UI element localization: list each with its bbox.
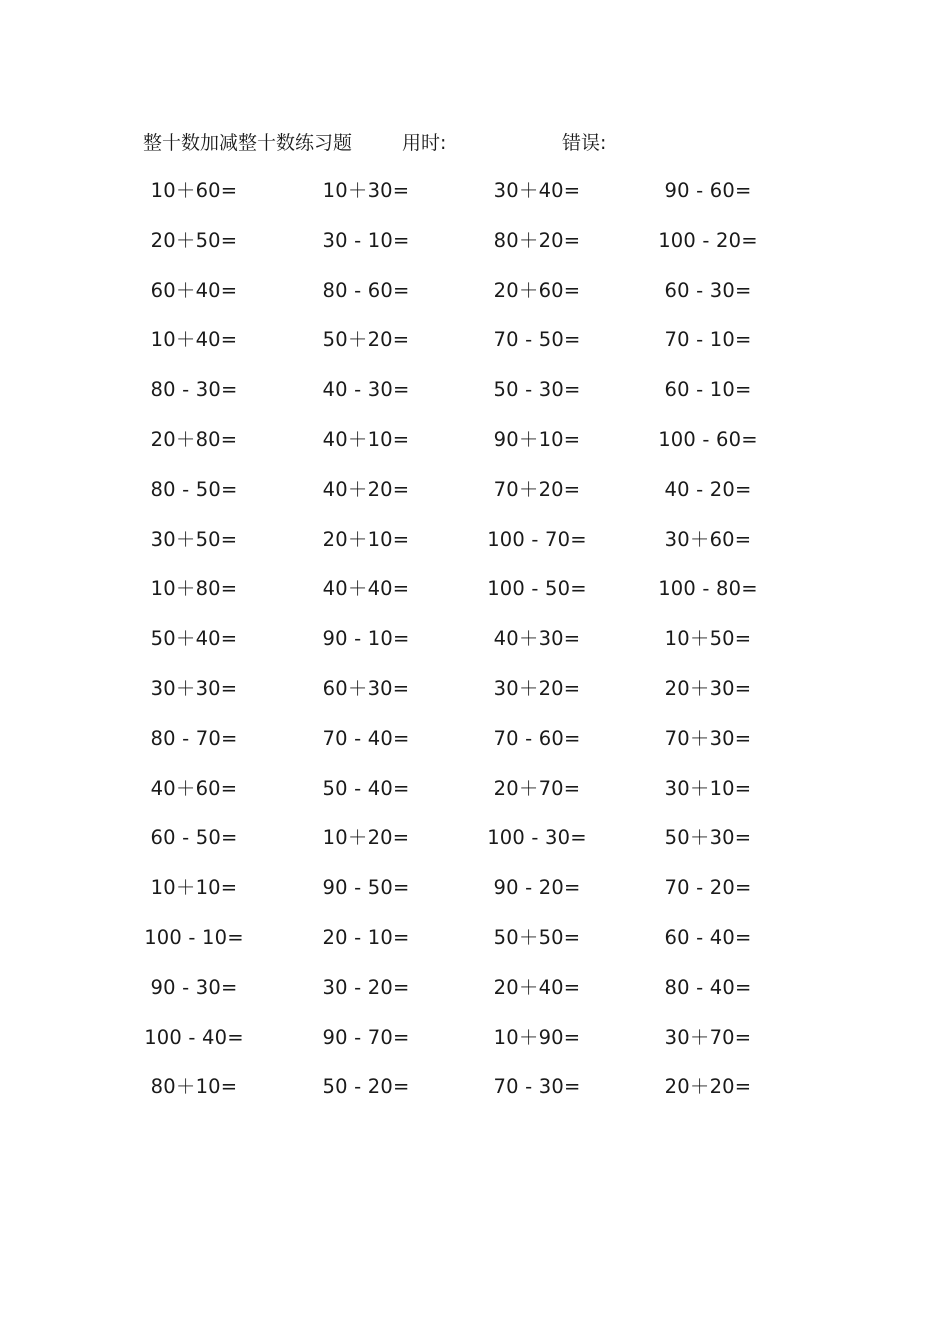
arithmetic-problem: 20＋50= — [150, 228, 238, 252]
arithmetic-problem: 50＋30= — [664, 826, 752, 850]
arithmetic-problem: 40＋30= — [493, 627, 581, 651]
arithmetic-problem: 70 - 50= — [493, 328, 581, 352]
arithmetic-problem: 30＋30= — [150, 676, 238, 700]
arithmetic-problem: 30 - 20= — [322, 975, 410, 999]
arithmetic-problem: 90 - 10= — [322, 627, 410, 651]
problem-row — [0, 619, 950, 669]
arithmetic-problem: 60 - 10= — [664, 378, 752, 402]
problem-row — [0, 320, 950, 370]
problem-row — [0, 719, 950, 769]
problem-row — [0, 171, 950, 221]
arithmetic-problem: 80 - 50= — [150, 477, 238, 501]
arithmetic-problem: 50 - 40= — [322, 776, 410, 800]
arithmetic-problem: 20 - 10= — [322, 925, 410, 949]
problem-row — [0, 669, 950, 719]
arithmetic-problem: 100 - 80= — [658, 577, 758, 601]
arithmetic-problem: 20＋10= — [322, 527, 410, 551]
arithmetic-problem: 100 - 60= — [658, 427, 758, 451]
time-used-label: 用时: — [402, 132, 447, 154]
arithmetic-problem: 40＋60= — [150, 776, 238, 800]
arithmetic-problem: 80＋10= — [150, 1075, 238, 1099]
arithmetic-problem: 80 - 30= — [150, 378, 238, 402]
arithmetic-problem: 50＋50= — [493, 925, 581, 949]
arithmetic-problem: 70 - 20= — [664, 876, 752, 900]
arithmetic-problem: 90 - 60= — [664, 179, 752, 202]
arithmetic-problem: 50 - 30= — [493, 378, 581, 402]
arithmetic-problem: 20＋40= — [493, 975, 581, 999]
problem-row — [0, 221, 950, 271]
arithmetic-problem: 30＋20= — [493, 676, 581, 700]
arithmetic-problem: 10＋50= — [664, 627, 752, 651]
arithmetic-problem: 70 - 60= — [493, 726, 581, 750]
arithmetic-problem: 10＋80= — [150, 577, 238, 601]
arithmetic-problem: 100 - 70= — [487, 527, 587, 551]
arithmetic-problem: 10＋90= — [493, 1025, 581, 1049]
problem-row — [0, 520, 950, 570]
arithmetic-problem: 20＋80= — [150, 427, 238, 451]
arithmetic-problem: 40＋20= — [322, 477, 410, 501]
arithmetic-problem: 90 - 20= — [493, 876, 581, 900]
problem-row — [0, 271, 950, 321]
arithmetic-problem: 20＋60= — [493, 278, 581, 302]
arithmetic-problem: 10＋10= — [150, 876, 238, 900]
arithmetic-problem: 60＋30= — [322, 676, 410, 700]
arithmetic-problem: 80 - 70= — [150, 726, 238, 750]
arithmetic-problem: 100 - 50= — [487, 577, 587, 601]
problem-row — [0, 1018, 950, 1068]
arithmetic-problem: 10＋60= — [150, 179, 238, 202]
problem-row — [0, 420, 950, 470]
arithmetic-problem: 30＋70= — [664, 1025, 752, 1049]
worksheet-title: 整十数加减整十数练习题 — [143, 132, 353, 154]
problem-row — [0, 470, 950, 520]
arithmetic-problem: 100 - 30= — [487, 826, 587, 850]
arithmetic-problem: 100 - 20= — [658, 228, 758, 252]
arithmetic-problem: 60 - 40= — [664, 925, 752, 949]
arithmetic-problem: 100 - 40= — [144, 1025, 244, 1049]
arithmetic-problem: 40＋40= — [322, 577, 410, 601]
problem-row — [0, 968, 950, 1018]
problem-row — [0, 769, 950, 819]
arithmetic-problem: 60＋40= — [150, 278, 238, 302]
problem-row — [0, 818, 950, 868]
arithmetic-problem: 60 - 30= — [664, 278, 752, 302]
arithmetic-problem: 30＋50= — [150, 527, 238, 551]
arithmetic-problem: 60 - 50= — [150, 826, 238, 850]
arithmetic-problem: 90 - 30= — [150, 975, 238, 999]
arithmetic-problem: 10＋30= — [322, 179, 410, 202]
arithmetic-problem: 90 - 50= — [322, 876, 410, 900]
arithmetic-problem: 70＋30= — [664, 726, 752, 750]
problem-row — [0, 370, 950, 420]
worksheet-header — [0, 128, 950, 158]
arithmetic-problem: 80 - 40= — [664, 975, 752, 999]
arithmetic-problem: 70 - 30= — [493, 1075, 581, 1099]
arithmetic-problem: 20＋70= — [493, 776, 581, 800]
arithmetic-problem: 70 - 10= — [664, 328, 752, 352]
arithmetic-problem: 100 - 10= — [144, 925, 244, 949]
problem-row — [0, 1067, 950, 1117]
arithmetic-problem: 20＋20= — [664, 1075, 752, 1099]
problem-grid — [0, 171, 950, 1117]
problem-row — [0, 918, 950, 968]
arithmetic-problem: 80＋20= — [493, 228, 581, 252]
arithmetic-problem: 70 - 40= — [322, 726, 410, 750]
arithmetic-problem: 40＋10= — [322, 427, 410, 451]
problem-row — [0, 868, 950, 918]
error-count-label: 错误: — [562, 132, 607, 154]
arithmetic-problem: 70＋20= — [493, 477, 581, 501]
arithmetic-problem: 10＋20= — [322, 826, 410, 850]
arithmetic-problem: 30＋10= — [664, 776, 752, 800]
arithmetic-problem: 20＋30= — [664, 676, 752, 700]
arithmetic-problem: 50 - 20= — [322, 1075, 410, 1099]
arithmetic-problem: 90 - 70= — [322, 1025, 410, 1049]
arithmetic-problem: 30＋60= — [664, 527, 752, 551]
arithmetic-problem: 40 - 30= — [322, 378, 410, 402]
arithmetic-problem: 40 - 20= — [664, 477, 752, 501]
arithmetic-problem: 30 - 10= — [322, 228, 410, 252]
arithmetic-problem: 90＋10= — [493, 427, 581, 451]
arithmetic-problem: 80 - 60= — [322, 278, 410, 302]
arithmetic-problem: 10＋40= — [150, 328, 238, 352]
arithmetic-problem: 30＋40= — [493, 179, 581, 202]
arithmetic-problem: 50＋20= — [322, 328, 410, 352]
problem-row — [0, 569, 950, 619]
arithmetic-problem: 50＋40= — [150, 627, 238, 651]
